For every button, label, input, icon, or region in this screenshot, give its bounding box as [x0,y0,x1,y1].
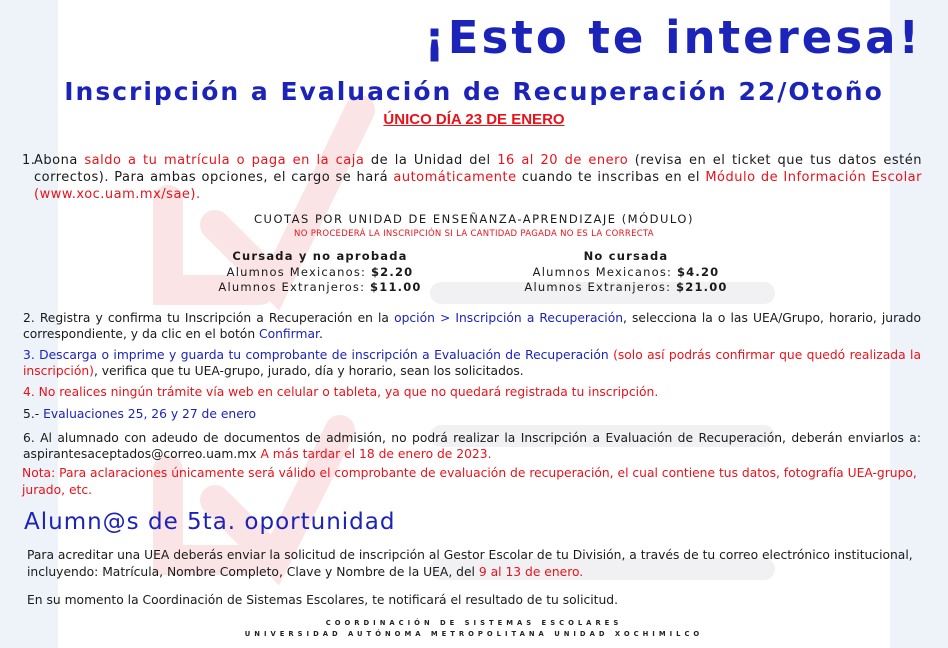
step-1-text: cuando te inscribas en el [516,170,706,185]
fees-column-not-taken [505,249,747,296]
fees-row-foreign: Alumnos Extranjeros: $21.00 [524,280,728,294]
step-5: 5.- Evaluaciones 25, 26 y 27 de enero [23,407,257,421]
fifth-opportunity-heading: Alumn@s de 5ta. oportunidad [24,509,396,535]
fees-row-mexican: Alumnos Mexicanos: $4.20 [532,264,720,279]
step-1-sae-link: Módulo de Información Escolar (www.xoc.uam.mx/sae). [34,170,922,202]
fees-row-foreign: Alumnos Extranjeros: $11.00 [218,280,422,294]
confirm-label: Confirmar [259,327,319,341]
fees-column-heading: Cursada y no aprobada [232,249,408,263]
step-2: 2. Registra y confirma tu Inscripción a Recuperación en la opción > Inscripción a Recuperación, selecciona la o las UEA/Grupo, horario, jurado correspondiente, y da clic en el botón Confirmar. [23,311,922,341]
fifth-opportunity-paragraph: Para acreditar una UEA deberás enviar la solicitud de inscripción al Gestor Escolar de tu División, a través de tu correo electrónico institucional, incluyendo: Matrícula, Nombre Completo, Clave y Nombre de la UEA, del 9 al 13 de enero. [27,548,913,579]
step-1-number: 1. [22,153,36,168]
fees-note: NO PROCEDERÁ LA INSCRIPCIÓN SI LA CANTIDAD PAGADA NO ES LA CORRECTA [294,229,654,239]
footer-university: UNIVERSIDAD AUTÓNOMA METROPOLITANA UNIDAD XOCHIMILCO [244,630,704,638]
step-1 [22,152,922,203]
fees-row-mexican: Alumnos Mexicanos: $2.20 [226,264,414,279]
step-4: 4. No realices ningún trámite vía web en celular o tableta, ya que no quedará registrada tu inscripción. [23,385,659,399]
fees-column-failed [200,249,440,296]
fifth-opportunity-result: En su momento la Coordinación de Sistemas Escolares, te notificará el resultado de tu solicitud. [27,593,618,607]
step-1-text: de la Unidad del [364,153,498,168]
date-line: ÚNICO DÍA 23 DE ENERO [383,111,565,128]
page-title: ¡Esto te interesa! [424,11,922,64]
step-1-highlight-auto: automáticamente [393,170,517,185]
footer-coordination: COORDINACIÓN DE SISTEMAS ESCOLARES [325,619,623,627]
note: Nota: Para aclaraciones únicamente será válido el comprobante de evaluación de recuperación, el cual contiene tus datos, fotografía UEA-grupo, jurado, etc. [22,466,917,497]
step-1-text: (revisa en el ticket que tus datos estén correctos). Para ambas opciones, el cargo se hará [34,153,922,185]
step-1-highlight-dates: 16 al 20 de enero [497,153,629,168]
step-1-highlight-payment: saldo a tu matrícula o paga en la caja [84,153,365,168]
step-3: 3. Descarga o imprime y guarda tu comprobante de inscripción a Evaluación de Recuperación (solo así podrás confirmar que quedó realizada la inscripción), verifica que tu UEA-grupo, jurado, día y horario, sean los solicitados. [23,348,921,378]
step-6: 6. Al alumnado con adeudo de documentos de admisión, no podrá realizar la Inscripción a Evaluación de Recuperación, deberán enviarlos a: aspirantesaceptados@correo.uam.mx A más tardar el 18 de enero de 2023. [23,431,921,461]
page-subtitle: Inscripción a Evaluación de Recuperación 22/Otoño [64,77,884,106]
registration-option-path: opción > Inscripción a Recuperación [394,311,624,325]
fees-column-heading: No cursada [583,249,669,263]
fees-title: CUOTAS POR UNIDAD DE ENSEÑANZA-APRENDIZAJE (MÓDULO) [254,212,694,226]
step-1-text: Abona [34,153,85,168]
